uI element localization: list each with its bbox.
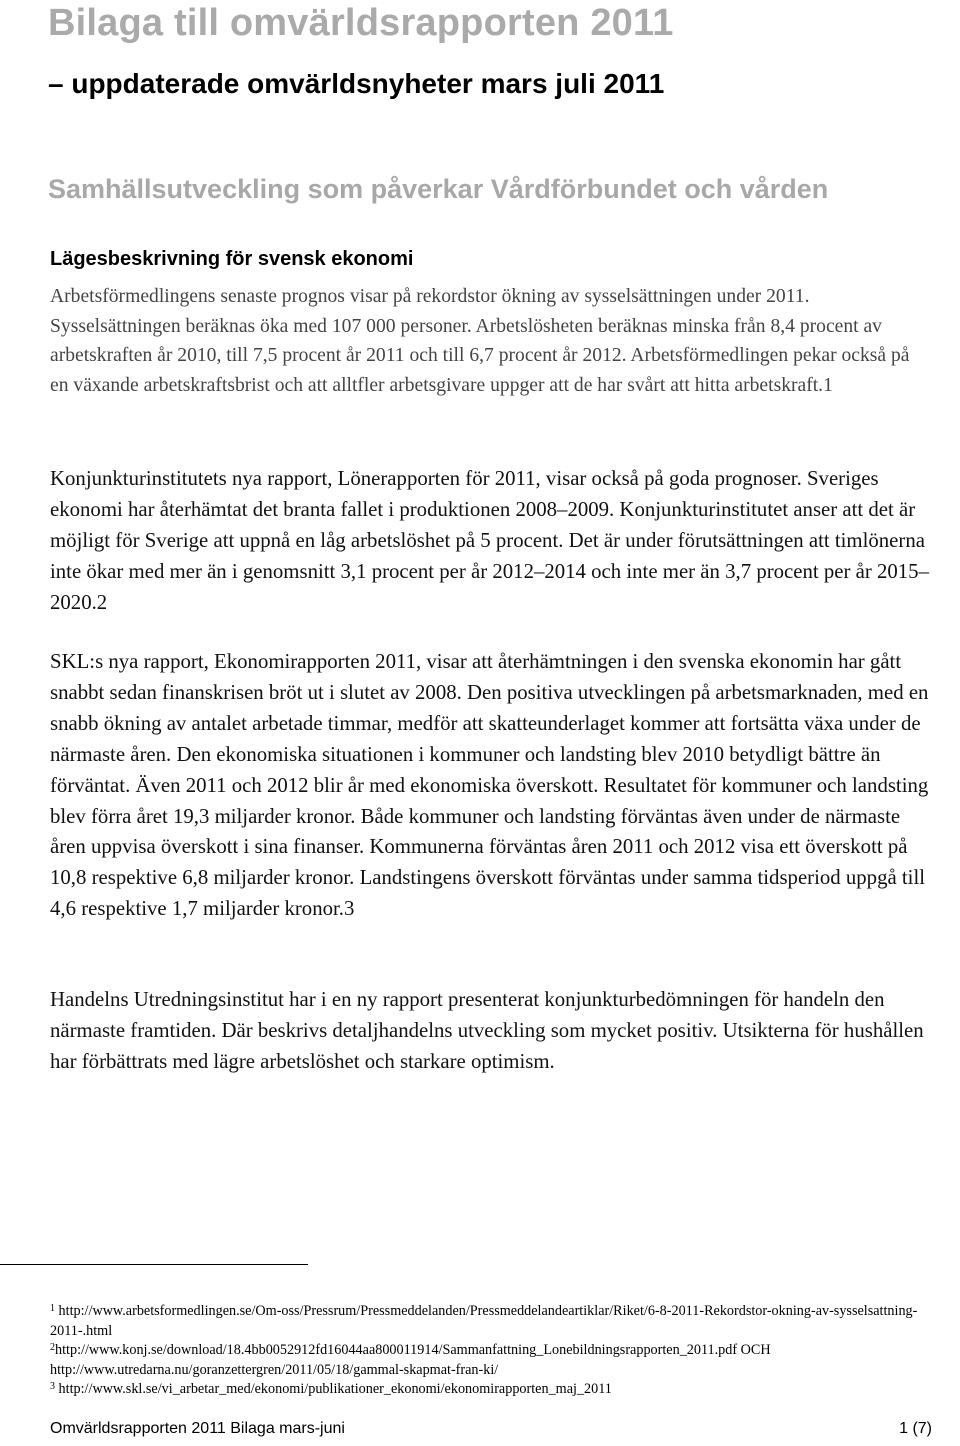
- footnote-2: [50, 1341, 930, 1380]
- footnote-link[interactable]: http://www.arbetsformedlingen.se/Om-oss/Pressrum/Pressmeddelanden/Pressmeddelandeartiklar/Riket/6-8-2011-Rekordstor-okning-av-sysselsattning-2011-.html: [50, 1303, 918, 1339]
- paragraph-arbetsformedlingen: Arbetsförmedlingens senaste prognos visar på rekordstor ökning av sysselsättningen under 2011. Sysselsättningen beräknas öka med 107 000 personer. Arbetslösheten beräknas minska från 8,4 procent av arbetskraften år 2010, till 7,5 procent år 2011 och till 6,7 procent år 2012. Arbetsförmedlingen pekar också på en växande arbetskraftsbrist och att alltfler arbetsgivare uppger att de har svårt att hitta arbetskraft.1: [50, 286, 910, 396]
- footnote-3: [50, 1380, 930, 1400]
- page-number: 1 (7): [899, 1420, 932, 1437]
- footnote-marker: 2: [50, 1342, 55, 1353]
- document-title: Bilaga till omvärldsrapporten 2011: [48, 2, 674, 44]
- section-heading: Samhällsutveckling som påverkar Vårdförbundet och vården: [48, 174, 829, 204]
- page-footer-title: Omvärldsrapporten 2011 Bilaga mars-juni: [50, 1420, 345, 1437]
- footnote-1: [50, 1302, 930, 1341]
- footnote-link[interactable]: http://www.skl.se/vi_arbetar_med/ekonomi/publikationer_ekonomi/ekonomirapporten_maj_2011: [58, 1381, 612, 1397]
- footnote-link[interactable]: http://www.konj.se/download/18.4bb0052912fd16044aa800011914/Sammanfattning_Lonebildningsrapporten_2011.pdf OCH http://www.utredarna.nu/goranzettergren/2011/05/18/gammal-skapmat-fran-ki/: [50, 1342, 771, 1378]
- footnote-marker: 1: [50, 1303, 55, 1314]
- paragraph-handeln: Handelns Utredningsinstitut har i en ny rapport presenterat konjunkturbedömningen för handeln den närmaste framtiden. Där beskrivs detaljhandelns utveckling som mycket positiv. Utsikterna för hushållen har förbättrats med lägre arbetslöshet och starkare optimism.: [50, 988, 924, 1073]
- paragraph-konjunkturinstitutet: Konjunkturinstitutets nya rapport, Lönerapporten för 2011, visar också på goda prognoser. Sveriges ekonomi har återhämtat det branta fallet i produktionen 2008–2009. Konjunkturinstitutet anser att det är möjligt för Sverige att uppnå en låg arbetslöshet på 5 procent. Det är under förutsättningen att timlönerna inte ökar med mer än i genomsnitt 3,1 procent per år 2012–2014 och inte mer än 3,7 procent per år 2015–2020.2: [50, 467, 929, 614]
- document-subtitle: – uppdaterade omvärldsnyheter mars juli 2011: [48, 68, 665, 99]
- sub-heading: Lägesbeskrivning för svensk ekonomi: [50, 248, 414, 270]
- footnote-separator: [0, 1264, 308, 1265]
- paragraph-skl: SKL:s nya rapport, Ekonomirapporten 2011, visar att återhämtningen i den svenska ekonomin har gått snabbt sedan finanskrisen bröt ut i slutet av 2008. Den positiva utvecklingen på arbetsmarknaden, med en snabb ökning av antalet arbetade timmar, medför att skatteunderlaget kommer att fortsätta växa under de närmaste åren. Den ekonomiska situationen i kommuner och landsting blev 2010 betydligt bättre än förväntat. Även 2011 och 2012 blir år med ekonomiska överskott. Resultatet för kommuner och landsting blev förra året 19,3 miljarder kronor. Både kommuner och landsting förväntas även under de närmaste åren uppvisa överskott i sina finanser. Kommunerna förväntas åren 2011 och 2012 visa ett överskott på 10,8 respektive 6,8 miljarder kronor. Landstingens överskott förväntas under samma tidsperiod uppgå till 4,6 respektive 1,7 miljarder kronor.3: [50, 650, 929, 921]
- footnote-marker: 3: [50, 1381, 55, 1392]
